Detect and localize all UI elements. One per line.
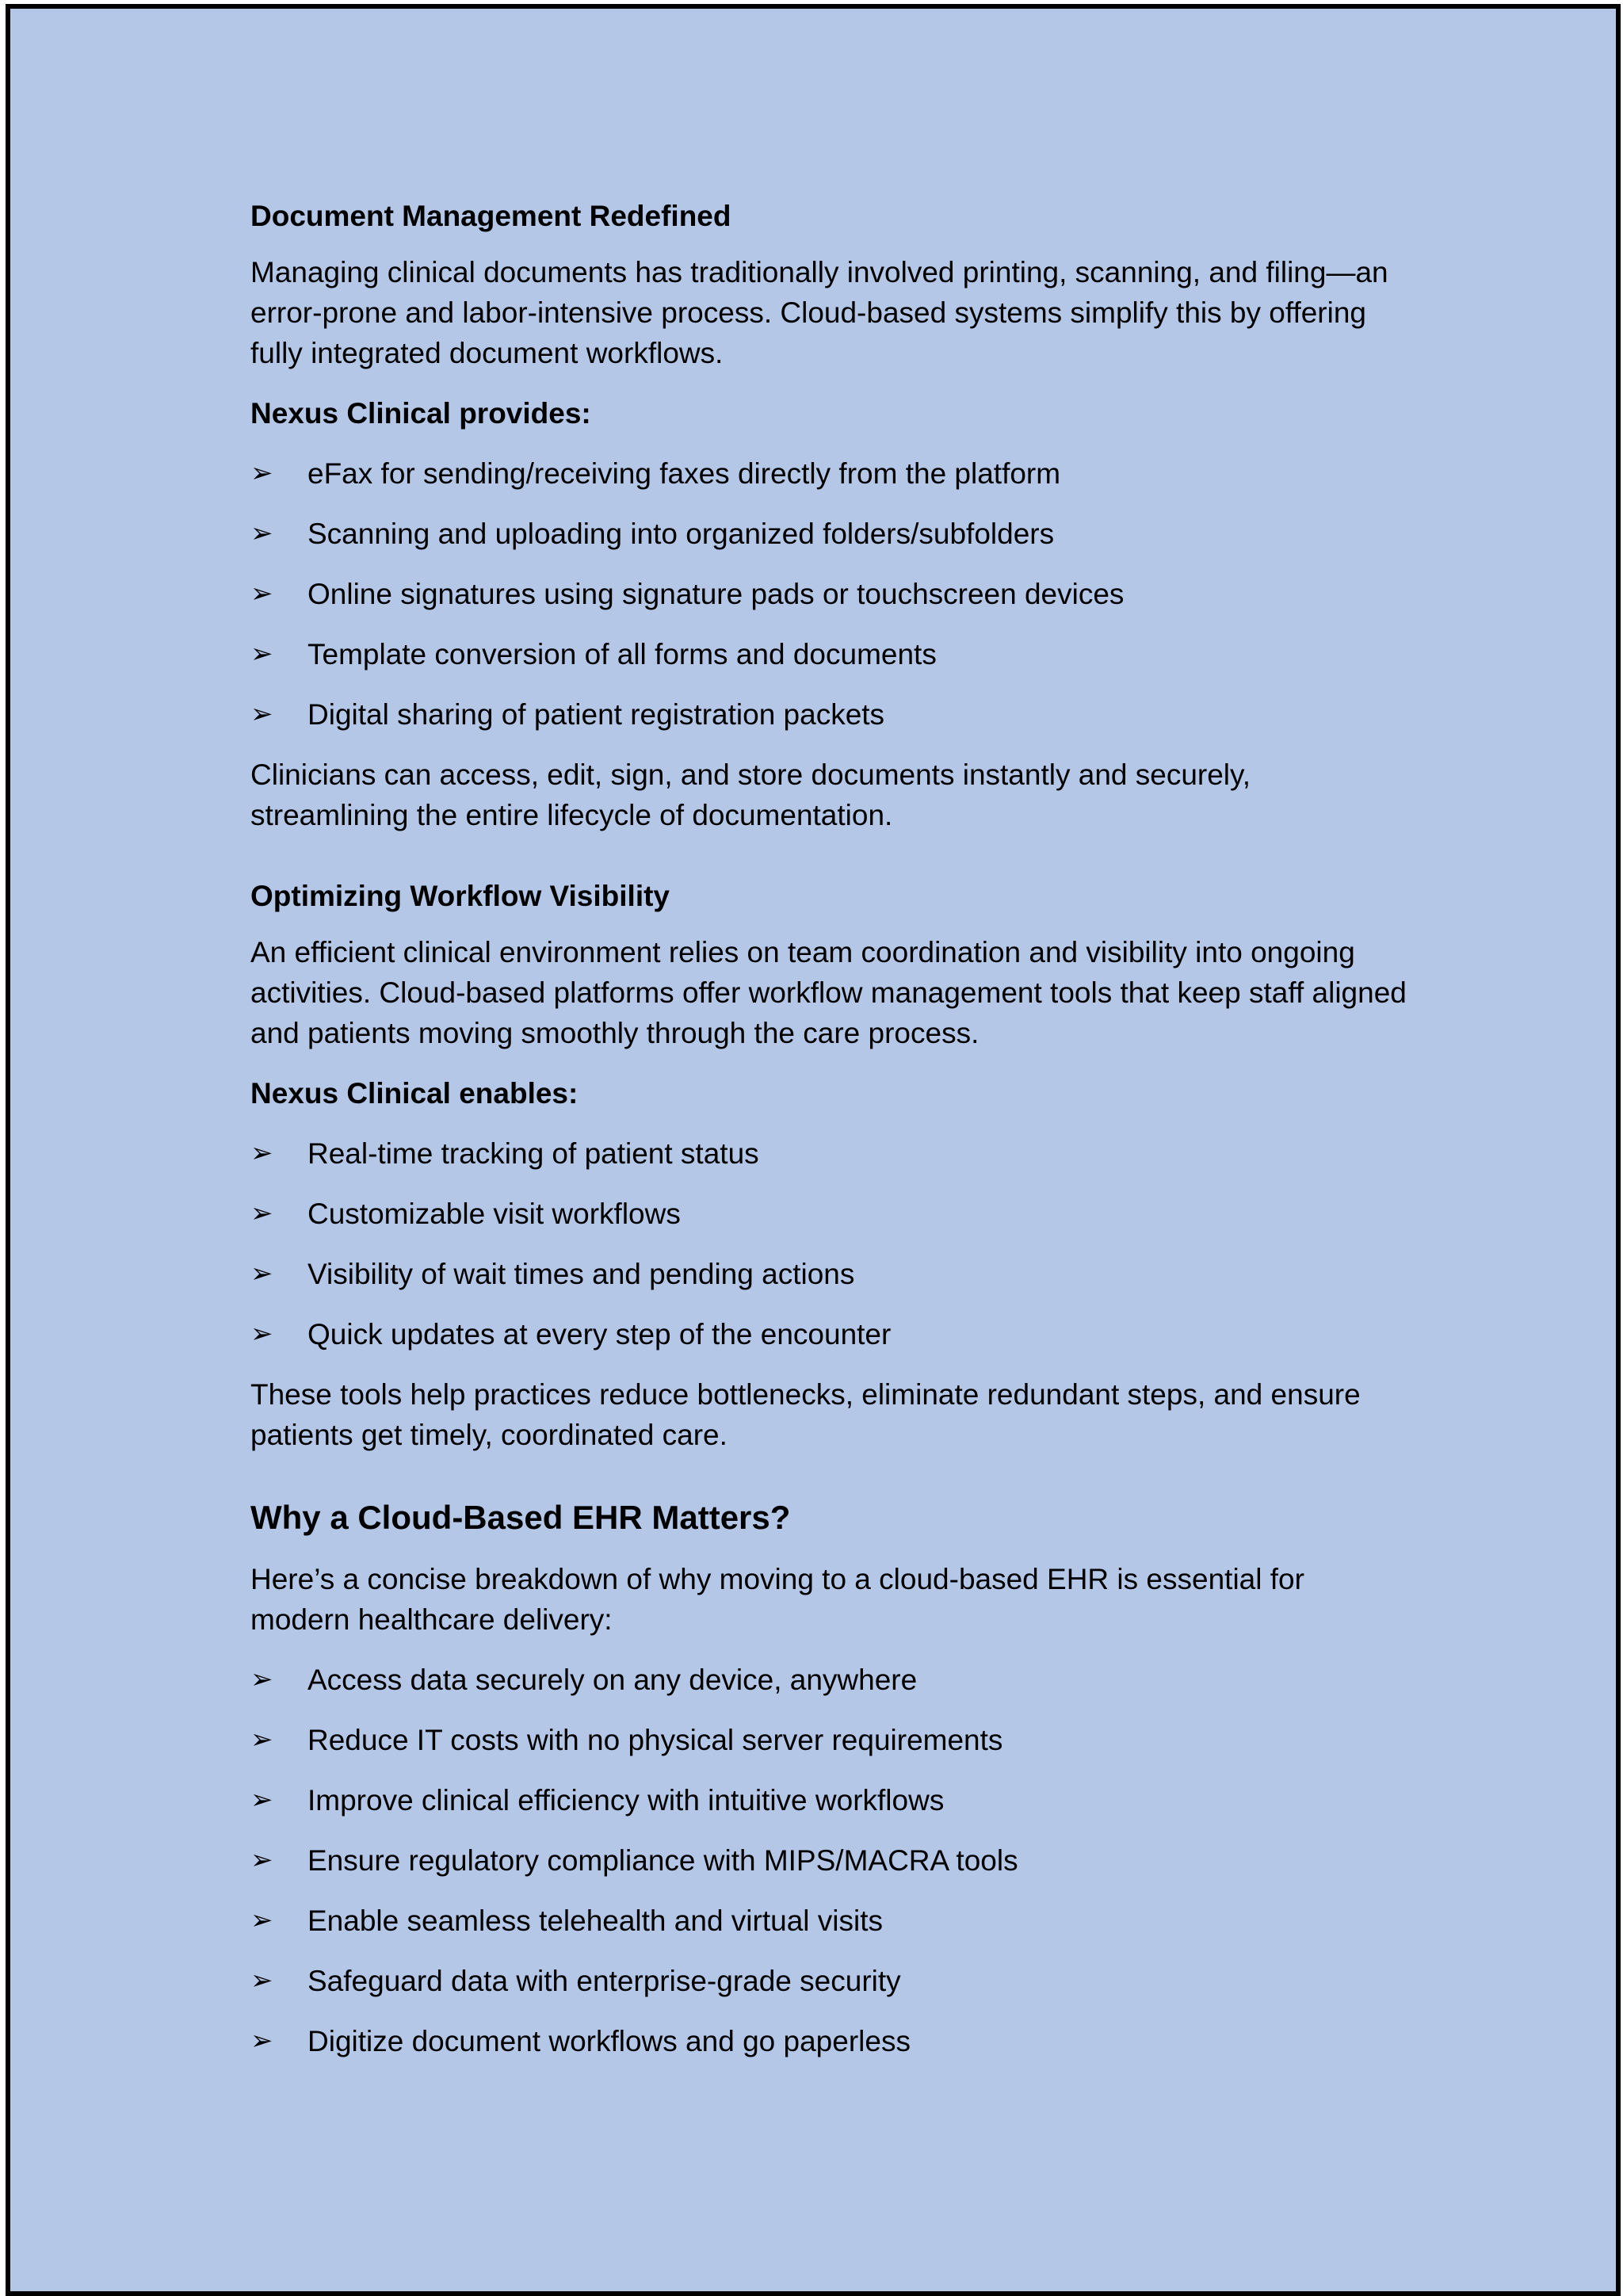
list-item-text: Quick updates at every step of the encounter [307,1318,892,1350]
arrow-bullet-icon: ➢ [250,1138,273,1168]
list-item-text: Digitize document workflows and go paperless [307,2025,911,2057]
section-intro-paragraph: Managing clinical documents has traditionally involved printing, scanning, and filing—an error-prone and labor-intensive process. Cloud-based systems simplify this by offering fully integrated document workflows. [250,256,1388,369]
arrow-bullet-icon: ➢ [250,458,273,488]
list-item [250,1660,1407,1700]
list-item [250,1840,1407,1881]
arrow-bullet-icon: ➢ [250,699,273,729]
section-heading-cloud-ehr: Why a Cloud-Based EHR Matters? [250,1499,791,1536]
list-item-text: Digital sharing of patient registration packets [307,698,885,731]
list-item-text: Safeguard data with enterprise-grade security [307,1965,901,1997]
list-item [250,453,1407,494]
document-page [6,4,1621,2296]
list-item-text: Visibility of wait times and pending actions [307,1258,855,1290]
arrow-bullet-icon: ➢ [250,1198,273,1228]
section-closing-paragraph: Clinicians can access, edit, sign, and store documents instantly and securely, streamlining the entire lifecycle of documentation. [250,758,1251,831]
list-item-text: Improve clinical efficiency with intuitive workflows [307,1784,945,1817]
arrow-bullet-icon: ➢ [250,2026,273,2056]
arrow-bullet-icon: ➢ [250,1966,273,1996]
list-item [250,514,1407,554]
feature-list [250,1133,1407,1354]
document-content [250,196,1407,2081]
list-item [250,1254,1407,1294]
section-lead-text: Nexus Clinical provides: [250,397,591,430]
section-intro-paragraph: An efficient clinical environment relies on team coordination and visibility into ongoing activities. Cloud-based platforms offer workflow management tools that keep staff aligned and patients moving smoothly through the care process. [250,936,1407,1049]
section-spacer [250,855,1407,876]
arrow-bullet-icon: ➢ [250,1785,273,1815]
list-item [250,1901,1407,1941]
list-item-text: Enable seamless telehealth and virtual visits [307,1904,883,1937]
list-item-text: eFax for sending/receiving faxes directly from the platform [307,457,1061,490]
list-item [250,1133,1407,1174]
list-item [250,574,1407,614]
list-item [250,1780,1407,1820]
section-intro-paragraph: Here’s a concise breakdown of why moving to a cloud-based EHR is essential for modern healthcare delivery: [250,1563,1304,1636]
arrow-bullet-icon: ➢ [250,1845,273,1875]
arrow-bullet-icon: ➢ [250,1664,273,1694]
list-item [250,1720,1407,1760]
list-item [250,1314,1407,1354]
section-heading-document-management: Document Management Redefined [250,200,731,232]
list-item-text: Reduce IT costs with no physical server requirements [307,1724,1003,1756]
list-item [250,694,1407,735]
list-item-text: Customizable visit workflows [307,1198,681,1230]
benefit-list [250,1660,1407,2061]
arrow-bullet-icon: ➢ [250,579,273,609]
section-spacer [250,1475,1407,1496]
section-heading-workflow-visibility: Optimizing Workflow Visibility [250,880,670,912]
list-item-text: Ensure regulatory compliance with MIPS/MACRA tools [307,1844,1018,1877]
list-item [250,634,1407,674]
list-item-text: Template conversion of all forms and documents [307,638,937,670]
list-item-text: Online signatures using signature pads or touchscreen devices [307,578,1125,610]
list-item [250,2021,1407,2061]
section-closing-paragraph: These tools help practices reduce bottlenecks, eliminate redundant steps, and ensure patients get timely, coordinated care. [250,1378,1361,1451]
list-item [250,1194,1407,1234]
arrow-bullet-icon: ➢ [250,639,273,669]
list-item-text: Scanning and uploading into organized folders/subfolders [307,518,1055,550]
arrow-bullet-icon: ➢ [250,1319,273,1349]
section-lead-text: Nexus Clinical enables: [250,1077,579,1110]
feature-list [250,453,1407,735]
list-item [250,1961,1407,2001]
list-item-text: Access data securely on any device, anywhere [307,1664,918,1696]
arrow-bullet-icon: ➢ [250,1905,273,1935]
list-item-text: Real-time tracking of patient status [307,1137,759,1170]
arrow-bullet-icon: ➢ [250,518,273,548]
arrow-bullet-icon: ➢ [250,1725,273,1755]
arrow-bullet-icon: ➢ [250,1259,273,1289]
